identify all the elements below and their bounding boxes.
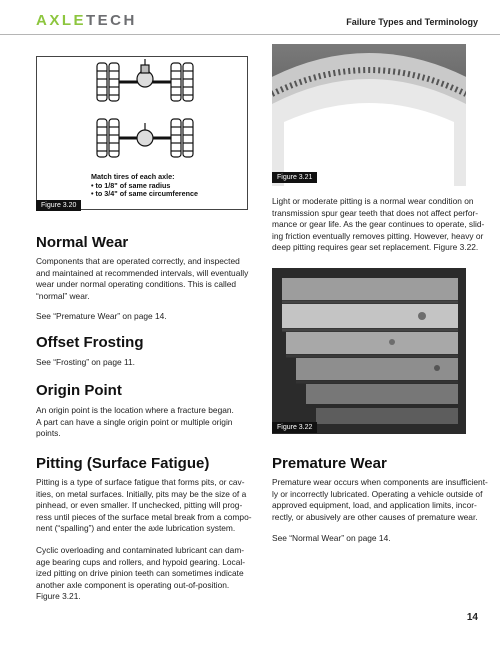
offset-frosting-paragraph: See “Frosting” on page 11. (36, 357, 136, 367)
heading-pitting: Pitting (Surface Fatigue) (36, 455, 210, 472)
text-line: Pitting is a type of surface fatigue that forms pits, or cav- (36, 477, 245, 487)
text-line: ities, on metal surfaces. Initially, pits may be the size of a (36, 488, 247, 499)
text-line: age bearing cups and rollers, and hypoid gearing. Local- (36, 556, 246, 567)
text-line: A part can have a single origin point or multiple origin (36, 416, 233, 427)
section-title: Failure Types and Terminology (346, 17, 478, 27)
premature-wear-see-also: See “Normal Wear” on page 14. (272, 533, 391, 543)
heading-normal-wear: Normal Wear (36, 234, 129, 251)
text-line: Figure 3.21. (36, 591, 81, 602)
normal-wear-paragraph (36, 256, 248, 302)
pitting-paragraph-2 (36, 545, 245, 603)
figure-3-21-photo (272, 44, 466, 186)
header-rule (0, 34, 500, 35)
heading-premature-wear: Premature Wear (272, 455, 387, 472)
text-line: Premature wear occurs when components are insufficient- (272, 477, 488, 487)
text-line: nent (“spalling”) and enter the axle lubrication system. (36, 523, 236, 534)
figure-3-20 (36, 56, 248, 210)
text-line: and maintained at recommended intervals, will eventually (36, 267, 249, 278)
text-line: mance or gear life. As the gear continues to operate, slid- (272, 219, 485, 230)
caption-line: Match tires of each axle: (91, 172, 175, 181)
figure-3-22-photo (272, 268, 466, 434)
text-line: ing friction eventually removes pitting. However, heavy or (272, 230, 484, 241)
text-line: deep pitting requires gear set replacement. Figure 3.22. (272, 242, 479, 253)
origin-point-paragraph (36, 405, 234, 440)
text-line: pinhead, or even smaller. If unchecked, pitting will prog- (36, 500, 243, 511)
premature-wear-paragraph (272, 477, 488, 523)
gear-pitting-paragraph (272, 196, 484, 254)
text-line: another axle component is operating out-of-position. (36, 579, 230, 590)
text-line: An origin point is the location where a fracture began. (36, 405, 234, 415)
figure-3-20-tag: Figure 3.20 (36, 200, 81, 211)
text-line: points. (36, 428, 61, 439)
heading-origin-point: Origin Point (36, 382, 122, 399)
axletech-logo (36, 12, 137, 29)
spur-gear-image (272, 268, 466, 434)
text-line: ress until pieces of the surface metal break from a compo- (36, 511, 252, 522)
figure-3-21-tag: Figure 3.21 (272, 172, 317, 183)
text-line: ly or incorrectly lubricated. Operating a vehicle outside of (272, 488, 483, 499)
normal-wear-see-also: See “Premature Wear” on page 14. (36, 311, 167, 321)
text-line: Cyclic overloading and contaminated lubricant can dam- (36, 545, 245, 555)
text-line: rectly, or abusively are other causes of premature wear. (272, 511, 478, 522)
logo-part-tech: TECH (86, 12, 137, 29)
caption-line: • to 1/8" of same radius (91, 180, 171, 190)
text-line: “normal” wear. (36, 290, 90, 301)
text-line: transmission spur gear teeth that does not affect perfor- (272, 207, 479, 218)
figure-3-22-tag: Figure 3.22 (272, 422, 317, 433)
text-line: approved equipment, load, and application limits, incor- (272, 500, 477, 511)
text-line: ized pitting on drive pinion teeth can sometimes indicate (36, 568, 244, 579)
text-line: wear under normal operating conditions. This is called (36, 279, 237, 290)
text-line: Light or moderate pitting is a normal wear condition on (272, 196, 474, 206)
heading-offset-frosting: Offset Frosting (36, 334, 144, 351)
logo-part-axle: AXLE (36, 12, 87, 29)
text-line: Components that are operated correctly, and inspected (36, 256, 240, 266)
figure-3-20-caption (91, 173, 198, 199)
pitting-paragraph-1 (36, 477, 252, 535)
page-number: 14 (466, 612, 478, 623)
bearing-cup-image (272, 44, 466, 186)
caption-line: • to 3/4" of same circumference (91, 189, 198, 199)
